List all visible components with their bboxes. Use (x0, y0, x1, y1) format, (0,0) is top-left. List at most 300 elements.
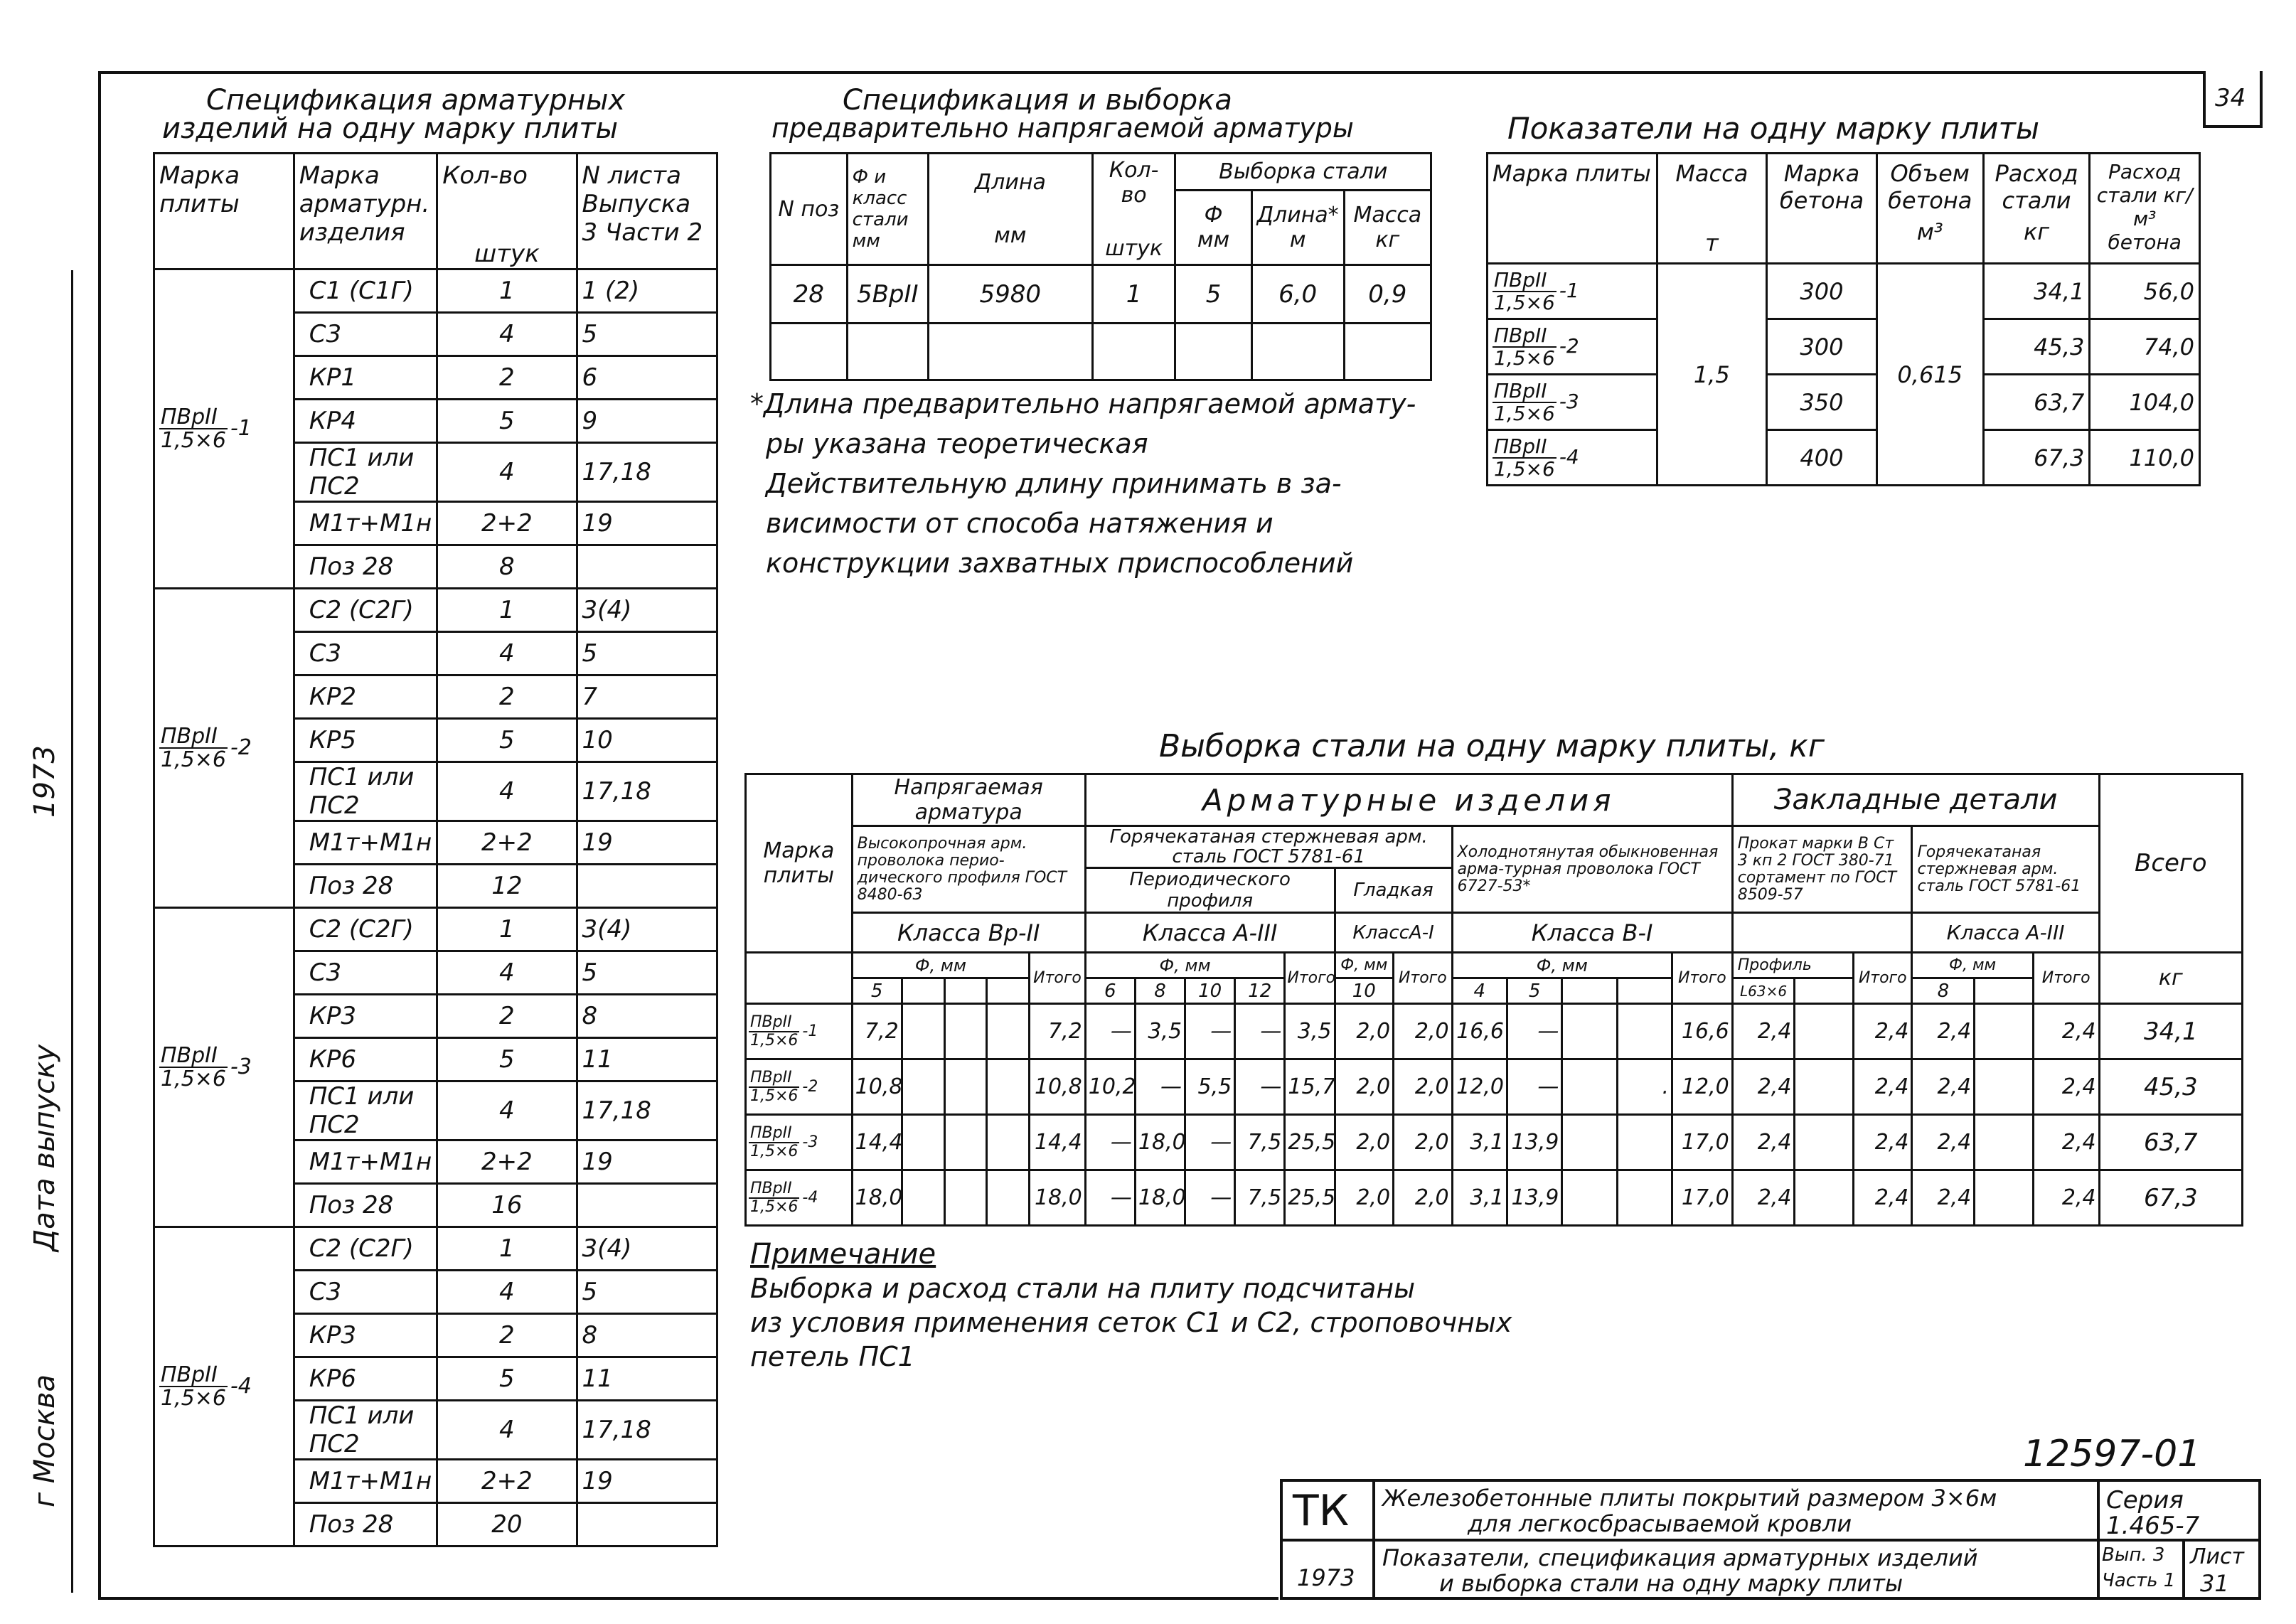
spec-cell: Поз 28 (294, 865, 437, 908)
spec-cell: С3 (294, 951, 437, 995)
steel-cell: 18,0 (852, 1170, 902, 1226)
steel-cell: — (1235, 1004, 1285, 1059)
pre-h-sel-len (1251, 191, 1344, 265)
spec-mark (159, 1362, 252, 1411)
ind-h-mass (1657, 154, 1767, 264)
ind-mark-suffix: -4 (1559, 444, 1579, 469)
spec-cell: 4 (437, 1081, 577, 1140)
ind-per: 104,0 (2090, 375, 2200, 430)
steel-mark-frac (749, 1069, 799, 1104)
ind-per: 110,0 (2090, 430, 2200, 486)
steel-h-periodic: Периодического профиля (1085, 868, 1335, 913)
spec-mark-bottom: 1,5×6 (161, 1067, 226, 1091)
steel-cell: 7,2 (852, 1004, 902, 1059)
ind-steel: 67,3 (1983, 430, 2090, 486)
steel-mark-bottom: 1,5×6 (750, 1031, 799, 1049)
spec-cell: 2 (437, 356, 577, 400)
spec-cell: 5 (577, 632, 717, 675)
steel-cell: 13,9 (1507, 1115, 1561, 1170)
tb-right-col (2097, 1482, 2100, 1600)
steel-cell (902, 1170, 944, 1226)
steel-cell (987, 1115, 1030, 1170)
spec-cell: ПС1 или ПС2 (294, 762, 437, 821)
pre-note-2: ры указана теоретическая (766, 428, 1148, 459)
spec-cell: 19 (577, 1460, 717, 1503)
strip-city: г Москва (28, 1374, 61, 1507)
spec-cell: КР3 (294, 1314, 437, 1357)
steel-mark-cell (746, 1004, 853, 1059)
steel-mark (749, 1124, 818, 1160)
ind-concrete: 400 (1767, 430, 1877, 486)
spec-cell (577, 1503, 717, 1546)
spec-cell: Поз 28 (294, 1503, 437, 1546)
steel-cell: 2,4 (1732, 1170, 1795, 1226)
spec-table (153, 152, 718, 1547)
spec-cell: С2 (С2Г) (294, 908, 437, 951)
tb-sheet-sep (2182, 1542, 2185, 1600)
ind-mass: 1,5 (1657, 264, 1767, 486)
steel-cell: 12,0 (1452, 1059, 1507, 1115)
steel-cell (902, 1059, 944, 1115)
steel-cell: 2,4 (1912, 1059, 1975, 1115)
steel-h-d4: 4 (1452, 978, 1507, 1004)
spec-cell: 5 (437, 719, 577, 762)
ind-steel: 34,1 (1983, 264, 2090, 319)
spec-cell: 5 (577, 313, 717, 356)
steel-cell (1975, 1059, 2034, 1115)
spec-cell: 4 (437, 443, 577, 502)
steel-h-rolled: Прокат марки В Ст 3 кп 2 ГОСТ 380-71 сортамент по ГОСТ 8509-57 (1732, 826, 1912, 913)
steel-cell: 7,5 (1235, 1170, 1285, 1226)
spec-cell: 3(4) (577, 908, 717, 951)
ind-concrete: 300 (1767, 264, 1877, 319)
ind-mark-frac (1493, 269, 1557, 313)
steel-cell: 2,0 (1335, 1170, 1394, 1226)
ind-mark-bottom: 1,5×6 (1494, 346, 1555, 370)
steel-cell: — (1185, 1115, 1235, 1170)
spec-h-sheet: N листа Выпуска 3 Части 2 (577, 154, 717, 269)
ind-h-volume-label: Объем бетона (1888, 160, 1972, 214)
ind-mark-bottom: 1,5×6 (1494, 456, 1555, 481)
steel-cell (1975, 1115, 2034, 1170)
ind-h-volume-unit: м³ (1916, 218, 1943, 245)
spec-cell: КР1 (294, 356, 437, 400)
ind-mark (1493, 268, 1579, 314)
spec-cell: ПС1 или ПС2 (294, 443, 437, 502)
steel-cell: 2,4 (2033, 1115, 2099, 1170)
pre-h-pos: N поз (771, 154, 848, 265)
spec-mark-cell (154, 1227, 294, 1546)
spec-cell: 8 (437, 545, 577, 589)
ind-mark-cell (1488, 319, 1657, 375)
steel-cell: 2,0 (1394, 1115, 1453, 1170)
steel-cell (944, 1059, 987, 1115)
spec-cell: 3(4) (577, 1227, 717, 1271)
steel-cell: 16,6 (1452, 1004, 1507, 1059)
tb-sub-1: Показатели, спецификация арматурных изделий (1382, 1544, 1978, 1571)
steel-h-d8b: 8 (1912, 978, 1975, 1004)
steel-h-gost8509 (1732, 913, 1912, 953)
spec-cell: С1 (С1Г) (294, 269, 437, 313)
spec-cell: 17,18 (577, 762, 717, 821)
spec-cell: КР3 (294, 995, 437, 1038)
ind-mark-bottom: 1,5×6 (1494, 290, 1555, 314)
steel-cell: 2,4 (1912, 1170, 1975, 1226)
steel-h-phi-3: Ф, мм (1335, 953, 1394, 978)
steel-cell: . (1617, 1059, 1672, 1115)
strip-year: 1973 (28, 745, 61, 818)
steel-row (746, 1059, 2243, 1115)
steel-cell: — (1235, 1059, 1285, 1115)
pre-h-len-label: Длина (974, 170, 1046, 195)
spec-mark-cell (154, 589, 294, 908)
spec-cell: 9 (577, 400, 717, 443)
tb-issue: Вып. 3 (2102, 1544, 2165, 1566)
spec-cell: 4 (437, 1271, 577, 1314)
note-title: Примечание (750, 1238, 936, 1271)
ind-mark-cell (1488, 375, 1657, 430)
doc-code: 12597-01 (2023, 1433, 2201, 1475)
tb-sheet: 31 (2200, 1570, 2229, 1597)
prestress-note (750, 384, 1416, 583)
steel-cell: — (1085, 1004, 1135, 1059)
steel-cell: 2,0 (1394, 1059, 1453, 1115)
steel-h-classA3b: Класса А-III (1912, 913, 2099, 953)
spec-h-qty-a: Кол-во (442, 161, 528, 190)
general-note (750, 1237, 1512, 1374)
steel-mark (749, 1013, 818, 1049)
spec-cell: 4 (437, 762, 577, 821)
spec-cell: 4 (437, 1401, 577, 1460)
spec-cell: С3 (294, 313, 437, 356)
steel-h-prestress: Напрягаемая арматура (852, 774, 1085, 826)
steel-cell: 17,0 (1672, 1115, 1733, 1170)
spec-cell: 1 (437, 908, 577, 951)
steel-h-smooth: Гладкая (1335, 868, 1452, 913)
spec-cell: 8 (577, 1314, 717, 1357)
spec-cell: С3 (294, 1271, 437, 1314)
pre-h-qty (1092, 154, 1175, 265)
steel-cell: 2,4 (1853, 1059, 1912, 1115)
steel-cell: 2,0 (1335, 1004, 1394, 1059)
pre-len: 5980 (928, 265, 1092, 324)
ind-concrete: 300 (1767, 319, 1877, 375)
ind-row (1488, 430, 2200, 486)
steel-cell: 5,5 (1185, 1059, 1235, 1115)
steel-h-prestress-sub: Высокопрочная арм. проволока перио-дического профиля ГОСТ 8480-63 (852, 826, 1085, 913)
steel-h-armature: Арматурные изделия (1085, 774, 1732, 826)
spec-row (154, 908, 717, 951)
pre-title-1: Спецификация и выборка (843, 84, 1232, 117)
steel-h-total-2: Итого (1285, 953, 1335, 1004)
ind-mark-suffix: -2 (1559, 333, 1579, 358)
steel-cell (1617, 1115, 1672, 1170)
spec-cell: М1т+М1н (294, 1460, 437, 1503)
steel-cell (987, 1059, 1030, 1115)
spec-mark (159, 404, 252, 453)
steel-h-grand: Всего (2099, 774, 2242, 953)
steel-cell: 25,5 (1285, 1170, 1335, 1226)
spec-cell: 17,18 (577, 1401, 717, 1460)
steel-h-d10: 10 (1185, 978, 1235, 1004)
steel-cell: 63,7 (2099, 1115, 2242, 1170)
spec-cell: КР6 (294, 1357, 437, 1401)
steel-h-classB1: Класса В-I (1452, 913, 1732, 953)
ind-mark-suffix: -1 (1559, 278, 1579, 302)
steel-row (746, 1004, 2243, 1059)
steel-h-hot2: Горячекатаная стержневая арм. сталь ГОСТ 5781-61 (1912, 826, 2099, 913)
steel-cell: 7,2 (1030, 1004, 1085, 1059)
ind-mark-top: ПВрII (1493, 436, 1557, 458)
spec-mark-cell (154, 908, 294, 1227)
spec-cell: 5 (577, 951, 717, 995)
steel-cell: 13,9 (1507, 1170, 1561, 1226)
steel-cell (1975, 1170, 2034, 1226)
spec-mark-top: ПВрII (159, 406, 228, 430)
steel-cell: 45,3 (2099, 1059, 2242, 1115)
steel-mark-top: ПВрII (749, 1014, 799, 1032)
spec-cell: 19 (577, 502, 717, 545)
steel-mark-bottom: 1,5×6 (750, 1197, 799, 1216)
spec-cell: 7 (577, 675, 717, 719)
spec-cell: С2 (С2Г) (294, 1227, 437, 1271)
pre-h-len (928, 154, 1092, 265)
tb-title-1: Железобетонные плиты покрытий размером 3×6м (1382, 1485, 1997, 1512)
spec-cell: КР6 (294, 1038, 437, 1081)
ind-mark-bottom: 1,5×6 (1494, 401, 1555, 425)
steel-cell: 2,0 (1394, 1170, 1453, 1226)
steel-cell: 7,5 (1235, 1115, 1285, 1170)
tb-series-label: Серия (2106, 1486, 2184, 1515)
steel-mark-top: ПВрII (749, 1180, 799, 1198)
steel-h-d12: 12 (1235, 978, 1285, 1004)
steel-h-profile: Профиль (1732, 953, 1853, 978)
spec-cell: 5 (577, 1271, 717, 1314)
steel-cell: 2,0 (1335, 1115, 1394, 1170)
spec-mark-suffix: -2 (230, 734, 252, 760)
spec-row (154, 269, 717, 313)
spec-cell: 19 (577, 821, 717, 865)
spec-cell: 4 (437, 632, 577, 675)
steel-h-total-4: Итого (1672, 953, 1733, 1004)
steel-h-total-6: Итого (2033, 953, 2099, 1004)
steel-cell: 2,4 (1853, 1115, 1912, 1170)
steel-table (744, 773, 2243, 1227)
pre-h-sel-len-unit: м (1289, 228, 1306, 252)
ind-h-steel-unit: кг (2023, 218, 2050, 245)
steel-h-prestress-class: Класса Вр-II (852, 913, 1085, 953)
note-line-2: из условия применения сеток С1 и С2, строповочных (750, 1307, 1512, 1338)
pre-note-1: *Длина предварительно напрягаемой армату- (750, 388, 1416, 420)
pre-note-5: конструкции захватных приспособлений (766, 547, 1354, 579)
ind-h-concrete: Марка бетона (1767, 154, 1877, 264)
steel-h-total-3: Итого (1394, 953, 1453, 1004)
spec-cell: М1т+М1н (294, 821, 437, 865)
steel-cell: — (1085, 1170, 1135, 1226)
spec-cell: М1т+М1н (294, 502, 437, 545)
spec-cell: 20 (437, 1503, 577, 1546)
steel-cell: 2,4 (2033, 1004, 2099, 1059)
spec-cell: 1 (2) (577, 269, 717, 313)
note-line-3: петель ПС1 (750, 1341, 915, 1372)
steel-cell (1617, 1170, 1672, 1226)
tb-sub-2: и выборка стали на одну марку плиты (1439, 1570, 1903, 1597)
spec-cell: ПС1 или ПС2 (294, 1081, 437, 1140)
steel-mark-top: ПВрII (749, 1069, 799, 1087)
steel-cell: 2,4 (2033, 1170, 2099, 1226)
steel-h-d10s: 10 (1335, 978, 1394, 1004)
steel-cell (944, 1115, 987, 1170)
steel-h-d5: 5 (852, 978, 902, 1004)
pre-pos: 28 (771, 265, 848, 324)
steel-cell (1617, 1004, 1672, 1059)
steel-cell: 10,8 (852, 1059, 902, 1115)
steel-cell: 3,5 (1285, 1004, 1335, 1059)
steel-h-phi-5: Ф, мм (1912, 953, 2033, 978)
ind-mark (1493, 379, 1579, 425)
indicators-table (1486, 152, 2201, 486)
ind-row (1488, 264, 2200, 319)
steel-mark-cell (746, 1170, 853, 1226)
steel-h-profile-val: L63×6 (1732, 978, 1795, 1004)
steel-cell: 34,1 (2099, 1004, 2242, 1059)
pre-phi: 5ВрII (847, 265, 928, 324)
steel-cell: 3,1 (1452, 1115, 1507, 1170)
pre-h-sel-mass (1344, 191, 1431, 265)
steel-cell: 18,0 (1030, 1170, 1085, 1226)
steel-mark-suffix: -4 (802, 1188, 818, 1207)
ind-mark-frac (1493, 325, 1557, 368)
ind-h-per: Расход стали кг/м³ бетона (2090, 154, 2200, 264)
ind-steel: 63,7 (1983, 375, 2090, 430)
steel-h-phi-4: Ф, мм (1452, 953, 1672, 978)
steel-cell: — (1507, 1059, 1561, 1115)
ind-title: Показатели на одну марку плиты (1507, 111, 2040, 146)
spec-cell: 8 (577, 995, 717, 1038)
steel-h-mark: Марка плиты (746, 774, 853, 953)
spec-cell: 11 (577, 1357, 717, 1401)
steel-h-d6: 6 (1085, 978, 1135, 1004)
pre-h-len-unit: мм (994, 223, 1027, 248)
steel-mark-cell (746, 1115, 853, 1170)
steel-h-classA3: Класса А-III (1085, 913, 1335, 953)
spec-title-2: изделий на одну марку плиты (162, 112, 619, 145)
pre-note-3: Действительную длину принимать в за- (766, 468, 1342, 499)
spec-mark-top: ПВрII (159, 1364, 228, 1388)
ind-mark-top: ПВрII (1493, 380, 1557, 402)
steel-mark-frac (749, 1125, 799, 1159)
steel-cell (987, 1004, 1030, 1059)
spec-cell: ПС1 или ПС2 (294, 1401, 437, 1460)
spec-mark-top: ПВрII (159, 1045, 228, 1069)
spec-cell (577, 545, 717, 589)
steel-cell: 12,0 (1672, 1059, 1733, 1115)
steel-cell: 2,4 (1732, 1059, 1795, 1115)
tb-sheet-label: Лист (2190, 1544, 2245, 1569)
spec-cell: 4 (437, 313, 577, 356)
spec-cell: 12 (437, 865, 577, 908)
pre-h-sel-mass-unit: кг (1375, 228, 1400, 252)
ind-h-volume (1876, 154, 1983, 264)
steel-mark-suffix: -3 (802, 1133, 818, 1151)
spec-cell: С2 (С2Г) (294, 589, 437, 632)
steel-cell: 18,0 (1135, 1170, 1185, 1226)
spec-mark-frac (159, 1042, 228, 1091)
steel-h-phi-2: Ф, мм (1085, 953, 1285, 978)
spec-cell: 17,18 (577, 1081, 717, 1140)
tb-part: Часть 1 (2102, 1570, 2176, 1591)
steel-cell: 2,4 (1853, 1170, 1912, 1226)
ind-h-mass-label: Масса (1675, 160, 1748, 187)
ind-h-steel (1983, 154, 2090, 264)
ind-mark-top: ПВрII (1493, 325, 1557, 347)
steel-h-total-1: Итого (1030, 953, 1085, 1004)
spec-mark-suffix: -3 (230, 1054, 252, 1079)
ind-volume: 0,615 (1876, 264, 1983, 486)
pre-m: 0,9 (1344, 265, 1431, 324)
pre-note-4: висимости от способа натяжения и (766, 508, 1274, 539)
steel-cell (944, 1004, 987, 1059)
steel-cell: 18,0 (1135, 1115, 1185, 1170)
spec-mark-frac (159, 406, 228, 452)
ind-mark-top: ПВрII (1493, 269, 1557, 292)
ind-mark-cell (1488, 430, 1657, 486)
ind-h-mark: Марка плиты (1488, 154, 1657, 264)
steel-mark-top: ПВрII (749, 1125, 799, 1143)
steel-cell (1795, 1115, 1854, 1170)
steel-mark-cell (746, 1059, 853, 1115)
steel-mark-bottom: 1,5×6 (750, 1142, 799, 1160)
ind-mark-frac (1493, 380, 1557, 424)
spec-cell: КР4 (294, 400, 437, 443)
steel-cell: — (1507, 1004, 1561, 1059)
prestress-table (769, 152, 1432, 381)
pre-h-sel-mass-label: Масса (1353, 203, 1422, 228)
spec-mark-bottom: 1,5×6 (161, 428, 226, 453)
spec-cell: 1 (437, 1227, 577, 1271)
steel-cell: 3,5 (1135, 1004, 1185, 1059)
spec-mark-top: ПВрII (159, 725, 228, 749)
steel-cell: 3,1 (1452, 1170, 1507, 1226)
steel-h-embedded: Закладные детали (1732, 774, 2099, 826)
spec-row (154, 589, 717, 632)
steel-h-mark-blank (746, 953, 853, 1004)
pre-qty: 1 (1092, 265, 1175, 324)
steel-cell: — (1185, 1004, 1235, 1059)
spec-mark (159, 1042, 252, 1091)
pre-h-sel-len-label: Длина* (1256, 203, 1339, 228)
spec-cell: 1 (437, 269, 577, 313)
pre-d: 5 (1175, 265, 1251, 324)
steel-mark-suffix: -1 (802, 1022, 818, 1040)
spec-cell: КР2 (294, 675, 437, 719)
steel-cell (1795, 1004, 1854, 1059)
steel-cell (902, 1115, 944, 1170)
steel-cell: — (1185, 1170, 1235, 1226)
steel-h-coldwire: Холоднотянутая обыкновенная арма-турная проволока ГОСТ 6727-53* (1452, 826, 1732, 913)
spec-cell: Поз 28 (294, 1184, 437, 1227)
steel-cell (1795, 1059, 1854, 1115)
steel-cell (1795, 1170, 1854, 1226)
spec-cell: 10 (577, 719, 717, 762)
steel-cell (987, 1170, 1030, 1226)
spec-cell (577, 1184, 717, 1227)
spec-cell: 2+2 (437, 502, 577, 545)
pre-h-sel-phi-unit: мм (1197, 228, 1230, 252)
steel-row (746, 1170, 2243, 1226)
pre-h-sel-phi (1175, 191, 1251, 265)
spec-cell: КР5 (294, 719, 437, 762)
